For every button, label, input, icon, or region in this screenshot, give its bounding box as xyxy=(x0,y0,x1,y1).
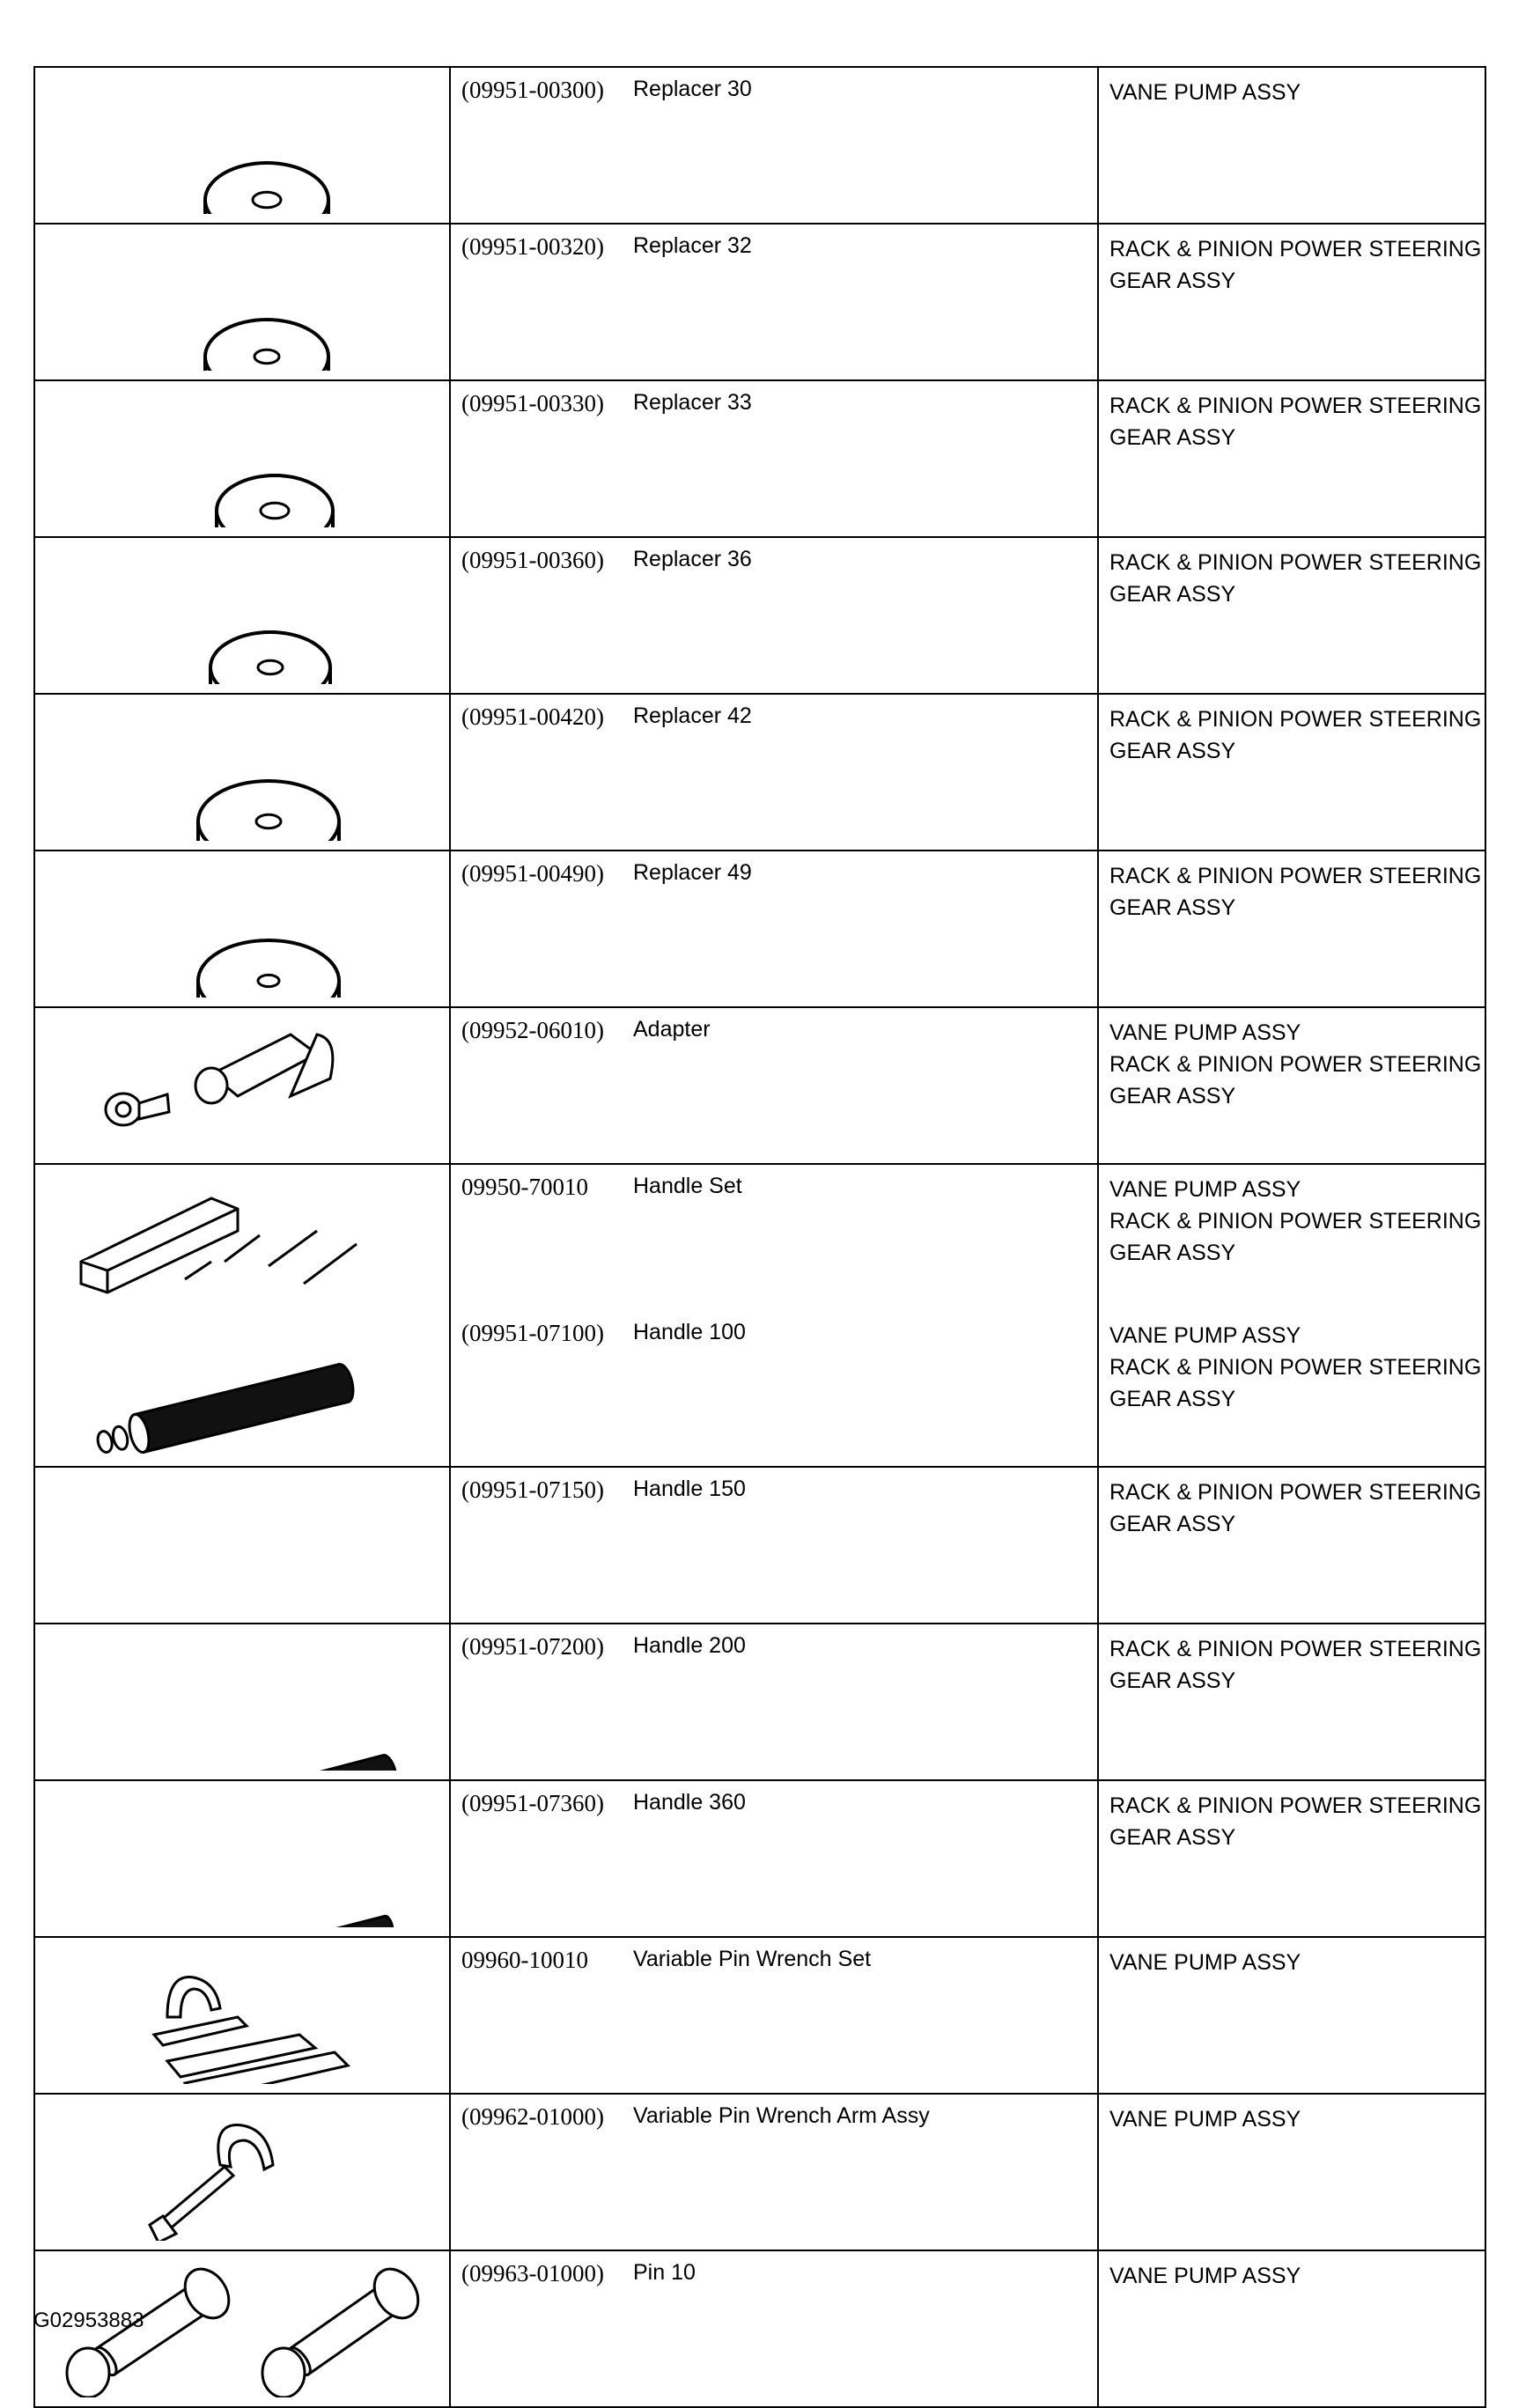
application xyxy=(1109,233,1485,379)
part-number: (09951-07100) xyxy=(461,1320,604,1346)
application-line: RACK & PINION POWER STEERING xyxy=(1109,1793,1482,1818)
tool-illustration xyxy=(34,1007,450,1164)
application xyxy=(1109,77,1485,223)
tool-row xyxy=(34,1780,1485,1937)
application xyxy=(1109,1476,1485,1623)
application xyxy=(1109,1320,1485,1466)
application-line: VANE PUMP ASSY xyxy=(1109,1177,1301,1202)
application-line: GEAR ASSY xyxy=(1109,1512,1236,1536)
application xyxy=(1109,2103,1485,2250)
tool-row xyxy=(34,694,1485,851)
tool-row xyxy=(34,851,1485,1007)
part-number: (09951-00320) xyxy=(461,233,604,260)
tool-name: Handle Set xyxy=(633,1174,742,1198)
tool-illustration xyxy=(34,2094,450,2250)
part-number: 09960-10010 xyxy=(461,1947,588,1973)
tool-name: Replacer 42 xyxy=(633,703,752,728)
part-number: (09963-01000) xyxy=(461,2260,604,2286)
part-number: (09951-00490) xyxy=(461,860,604,887)
figure-code: G02953883 xyxy=(33,2309,144,2332)
application-line: GEAR ASSY xyxy=(1109,1387,1236,1411)
application-line: GEAR ASSY xyxy=(1109,269,1236,293)
tool-illustration xyxy=(34,1937,450,2094)
tool-illustration xyxy=(34,224,450,380)
tool-row xyxy=(34,1164,1485,1467)
application-line: GEAR ASSY xyxy=(1109,1241,1236,1265)
application xyxy=(1109,1174,1485,1320)
part-number: (09951-00330) xyxy=(461,390,604,416)
tool-illustration xyxy=(34,1624,450,1780)
application-line: RACK & PINION POWER STEERING xyxy=(1109,1637,1482,1661)
application-line: RACK & PINION POWER STEERING xyxy=(1109,864,1482,888)
tool-illustration xyxy=(34,67,450,224)
application-line: RACK & PINION POWER STEERING xyxy=(1109,237,1482,261)
tool-name: Pin 10 xyxy=(633,2260,696,2285)
application-line: RACK & PINION POWER STEERING xyxy=(1109,550,1482,575)
application-line: VANE PUMP ASSY xyxy=(1109,2264,1301,2288)
tool-row xyxy=(34,1467,1485,1624)
application xyxy=(1109,860,1485,1006)
tool-name: Replacer 33 xyxy=(633,390,752,415)
part-number: (09951-00300) xyxy=(461,77,604,103)
application xyxy=(1109,1017,1485,1163)
application xyxy=(1109,703,1485,850)
tool-name: Replacer 49 xyxy=(633,860,752,885)
application-line: VANE PUMP ASSY xyxy=(1109,1020,1301,1045)
part-number: (09962-01000) xyxy=(461,2103,604,2130)
tool-row xyxy=(34,1007,1485,1164)
application-line: GEAR ASSY xyxy=(1109,895,1236,920)
application-line: VANE PUMP ASSY xyxy=(1109,80,1301,105)
tool-row xyxy=(34,380,1485,537)
application-line: VANE PUMP ASSY xyxy=(1109,1950,1301,1975)
tool-row xyxy=(34,2094,1485,2250)
part-number: (09951-00420) xyxy=(461,703,604,730)
application-line: VANE PUMP ASSY xyxy=(1109,1323,1301,1348)
application-line: GEAR ASSY xyxy=(1109,1084,1236,1108)
tool-name: Replacer 30 xyxy=(633,77,752,101)
application-line: RACK & PINION POWER STEERING xyxy=(1109,707,1482,732)
special-service-tools-table xyxy=(33,66,1486,2408)
tool-row xyxy=(34,1624,1485,1780)
tool-row xyxy=(34,537,1485,694)
part-number: (09951-07200) xyxy=(461,1633,604,1660)
tool-name: Replacer 36 xyxy=(633,547,752,571)
tool-name: Handle 360 xyxy=(633,1790,746,1815)
tool-illustration xyxy=(34,380,450,537)
part-number: (09951-00360) xyxy=(461,547,604,573)
tool-name: Handle 100 xyxy=(633,1320,746,1344)
application-line: RACK & PINION POWER STEERING xyxy=(1109,1209,1482,1233)
tool-illustration xyxy=(34,1467,450,1624)
tool-row xyxy=(34,224,1485,380)
tool-name: Handle 150 xyxy=(633,1476,746,1501)
application-line: RACK & PINION POWER STEERING xyxy=(1109,1480,1482,1505)
tool-name: Adapter xyxy=(633,1017,711,1042)
application-line: GEAR ASSY xyxy=(1109,425,1236,450)
application-line: GEAR ASSY xyxy=(1109,1668,1236,1693)
tool-illustration xyxy=(34,1164,450,1467)
application xyxy=(1109,1947,1485,2093)
tool-name: Variable Pin Wrench Arm Assy xyxy=(633,2103,930,2128)
tool-illustration xyxy=(34,1780,450,1937)
application xyxy=(1109,2260,1485,2406)
part-number: (09951-07360) xyxy=(461,1790,604,1816)
tool-illustration xyxy=(34,694,450,851)
tool-row xyxy=(34,67,1485,224)
application-line: RACK & PINION POWER STEERING xyxy=(1109,394,1482,418)
application-line: RACK & PINION POWER STEERING xyxy=(1109,1052,1482,1077)
tool-illustration xyxy=(34,537,450,694)
application-line: GEAR ASSY xyxy=(1109,1825,1236,1850)
tool-name: Variable Pin Wrench Set xyxy=(633,1947,872,1971)
application-line: VANE PUMP ASSY xyxy=(1109,2107,1301,2132)
application-line: GEAR ASSY xyxy=(1109,739,1236,763)
part-number: (09952-06010) xyxy=(461,1017,604,1043)
tool-name: Replacer 32 xyxy=(633,233,752,258)
tool-row xyxy=(34,1937,1485,2094)
tool-row xyxy=(34,2250,1485,2407)
application-line: GEAR ASSY xyxy=(1109,582,1236,607)
part-number: 09950-70010 xyxy=(461,1174,588,1200)
application xyxy=(1109,1790,1485,1936)
application-line: RACK & PINION POWER STEERING xyxy=(1109,1355,1482,1380)
application xyxy=(1109,1633,1485,1779)
application xyxy=(1109,390,1485,536)
tool-name: Handle 200 xyxy=(633,1633,746,1658)
application xyxy=(1109,547,1485,693)
part-number: (09951-07150) xyxy=(461,1476,604,1503)
tool-illustration xyxy=(34,851,450,1007)
